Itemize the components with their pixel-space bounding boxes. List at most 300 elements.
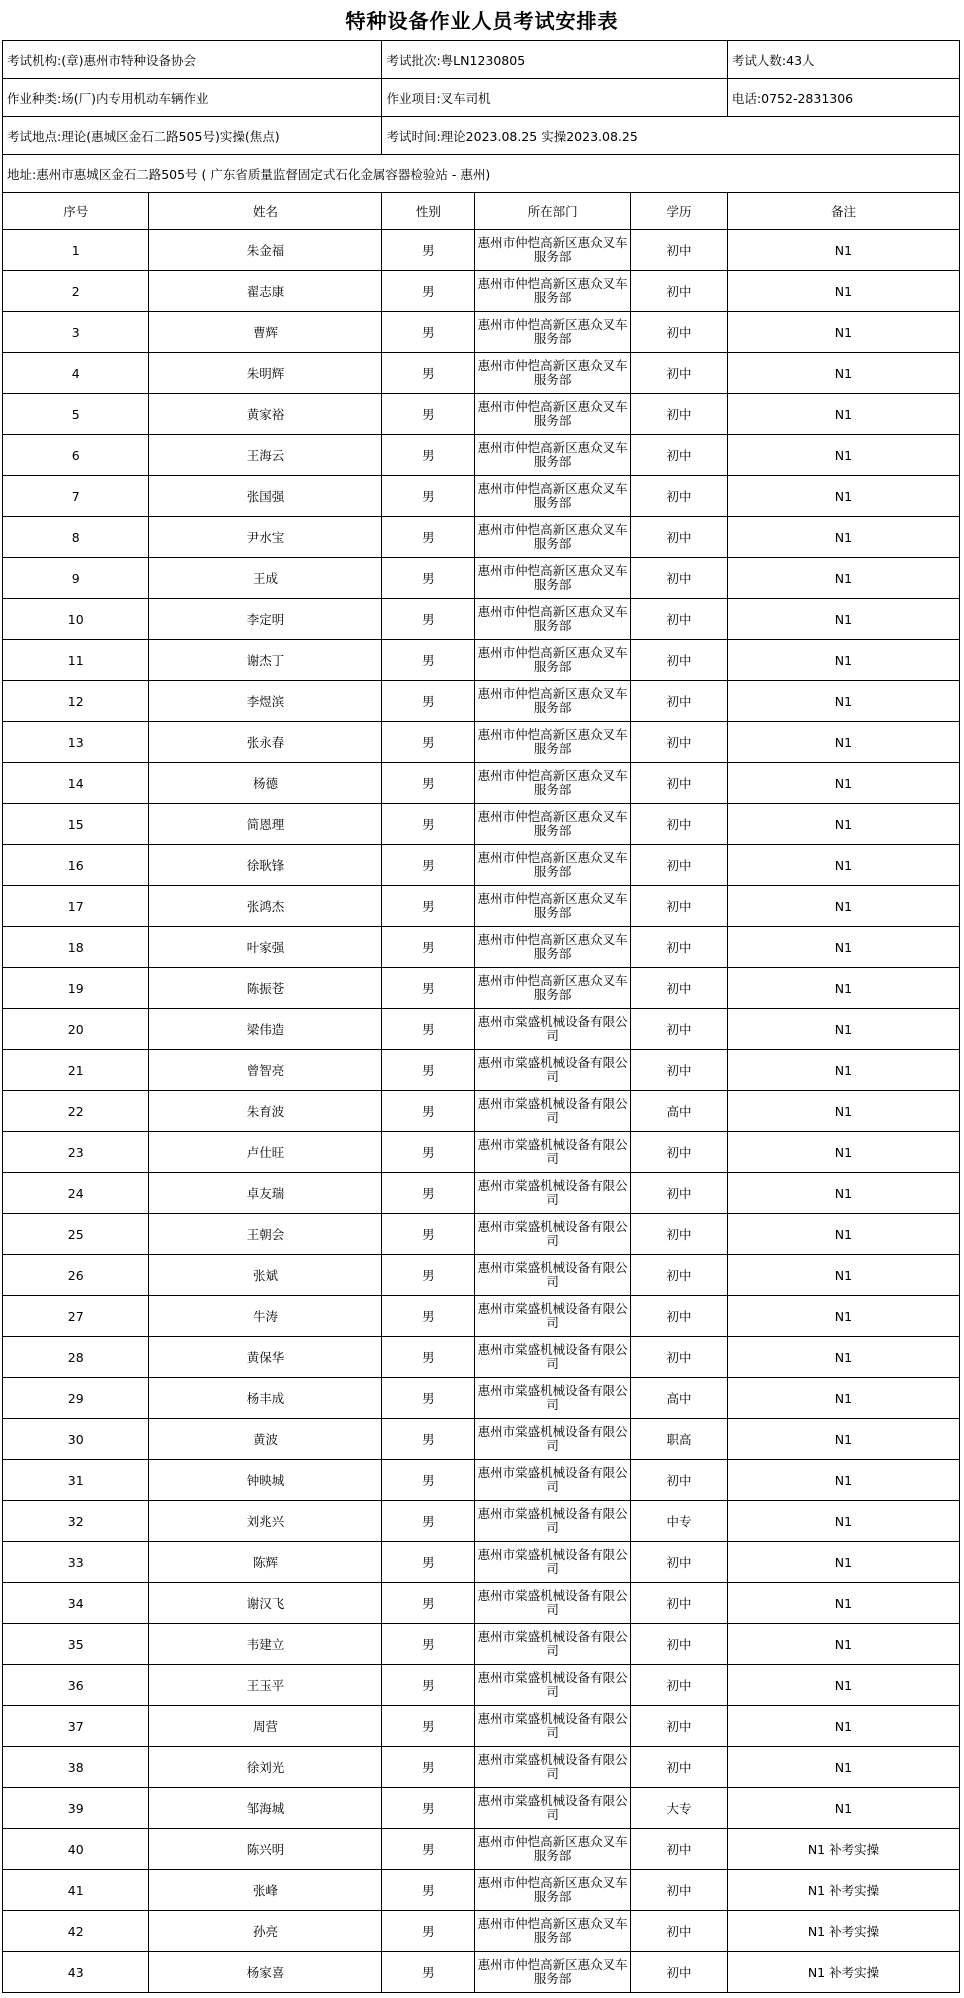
cell-department: 惠州市棠盛机械设备有限公司 bbox=[475, 1788, 631, 1829]
cell-index: 25 bbox=[3, 1214, 149, 1255]
cell-index: 38 bbox=[3, 1747, 149, 1788]
cell-department: 惠州市棠盛机械设备有限公司 bbox=[475, 1255, 631, 1296]
exam-org: 考试机构:(章)惠州市特种设备协会 bbox=[3, 41, 382, 79]
cell-department: 惠州市棠盛机械设备有限公司 bbox=[475, 1378, 631, 1419]
cell-education: 初中 bbox=[630, 1624, 727, 1665]
cell-index: 5 bbox=[3, 394, 149, 435]
table-row bbox=[3, 1624, 960, 1665]
table-row bbox=[3, 1788, 960, 1829]
cell-index: 11 bbox=[3, 640, 149, 681]
cell-index: 21 bbox=[3, 1050, 149, 1091]
cell-remarks: N1 bbox=[727, 394, 959, 435]
cell-name: 朱金福 bbox=[149, 230, 382, 271]
info-row-2 bbox=[3, 79, 960, 117]
cell-department: 惠州市仲恺高新区惠众叉车服务部 bbox=[475, 394, 631, 435]
cell-gender: 男 bbox=[382, 640, 475, 681]
cell-gender: 男 bbox=[382, 927, 475, 968]
cell-index: 28 bbox=[3, 1337, 149, 1378]
cell-department: 惠州市棠盛机械设备有限公司 bbox=[475, 1501, 631, 1542]
cell-remarks: N1 bbox=[727, 1788, 959, 1829]
cell-education: 初中 bbox=[630, 312, 727, 353]
cell-education: 初中 bbox=[630, 1255, 727, 1296]
table-row bbox=[3, 1911, 960, 1952]
cell-remarks: N1 bbox=[727, 599, 959, 640]
table-row bbox=[3, 886, 960, 927]
cell-department: 惠州市仲恺高新区惠众叉车服务部 bbox=[475, 476, 631, 517]
table-row bbox=[3, 1337, 960, 1378]
cell-department: 惠州市仲恺高新区惠众叉车服务部 bbox=[475, 435, 631, 476]
cell-name: 王海云 bbox=[149, 435, 382, 476]
work-project: 作业项目:叉车司机 bbox=[382, 79, 727, 117]
cell-department: 惠州市仲恺高新区惠众叉车服务部 bbox=[475, 804, 631, 845]
cell-education: 初中 bbox=[630, 845, 727, 886]
cell-remarks: N1 bbox=[727, 968, 959, 1009]
header-index: 序号 bbox=[3, 193, 149, 230]
cell-index: 8 bbox=[3, 517, 149, 558]
cell-name: 张永春 bbox=[149, 722, 382, 763]
cell-education: 初中 bbox=[630, 435, 727, 476]
cell-index: 34 bbox=[3, 1583, 149, 1624]
cell-remarks: N1 bbox=[727, 1419, 959, 1460]
cell-index: 20 bbox=[3, 1009, 149, 1050]
cell-education: 初中 bbox=[630, 1542, 727, 1583]
cell-gender: 男 bbox=[382, 558, 475, 599]
cell-education: 初中 bbox=[630, 599, 727, 640]
cell-remarks: N1 bbox=[727, 1214, 959, 1255]
cell-name: 王玉平 bbox=[149, 1665, 382, 1706]
cell-education: 初中 bbox=[630, 1952, 727, 1993]
table-row bbox=[3, 1542, 960, 1583]
cell-remarks: N1 补考实操 bbox=[727, 1829, 959, 1870]
cell-gender: 男 bbox=[382, 804, 475, 845]
cell-department: 惠州市仲恺高新区惠众叉车服务部 bbox=[475, 312, 631, 353]
cell-name: 孙亮 bbox=[149, 1911, 382, 1952]
cell-gender: 男 bbox=[382, 394, 475, 435]
cell-education: 初中 bbox=[630, 271, 727, 312]
header-education: 学历 bbox=[630, 193, 727, 230]
header-gender: 性别 bbox=[382, 193, 475, 230]
table-row bbox=[3, 968, 960, 1009]
cell-education: 初中 bbox=[630, 394, 727, 435]
cell-gender: 男 bbox=[382, 1870, 475, 1911]
cell-gender: 男 bbox=[382, 1624, 475, 1665]
cell-name: 杨家喜 bbox=[149, 1952, 382, 1993]
cell-education: 高中 bbox=[630, 1091, 727, 1132]
cell-department: 惠州市棠盛机械设备有限公司 bbox=[475, 1009, 631, 1050]
cell-department: 惠州市仲恺高新区惠众叉车服务部 bbox=[475, 1870, 631, 1911]
cell-gender: 男 bbox=[382, 1378, 475, 1419]
cell-education: 初中 bbox=[630, 476, 727, 517]
exam-schedule-table bbox=[2, 40, 960, 1993]
table-row bbox=[3, 1214, 960, 1255]
table-row bbox=[3, 312, 960, 353]
cell-department: 惠州市仲恺高新区惠众叉车服务部 bbox=[475, 271, 631, 312]
cell-index: 35 bbox=[3, 1624, 149, 1665]
cell-department: 惠州市棠盛机械设备有限公司 bbox=[475, 1419, 631, 1460]
cell-gender: 男 bbox=[382, 476, 475, 517]
cell-index: 19 bbox=[3, 968, 149, 1009]
cell-index: 12 bbox=[3, 681, 149, 722]
cell-remarks: N1 bbox=[727, 1296, 959, 1337]
header-name: 姓名 bbox=[149, 193, 382, 230]
cell-education: 初中 bbox=[630, 1829, 727, 1870]
cell-name: 李煜滨 bbox=[149, 681, 382, 722]
cell-gender: 男 bbox=[382, 968, 475, 1009]
cell-department: 惠州市仲恺高新区惠众叉车服务部 bbox=[475, 640, 631, 681]
cell-education: 初中 bbox=[630, 1214, 727, 1255]
header-remarks: 备注 bbox=[727, 193, 959, 230]
cell-name: 谢杰丁 bbox=[149, 640, 382, 681]
cell-gender: 男 bbox=[382, 1665, 475, 1706]
cell-department: 惠州市棠盛机械设备有限公司 bbox=[475, 1132, 631, 1173]
cell-index: 15 bbox=[3, 804, 149, 845]
cell-remarks: N1 bbox=[727, 353, 959, 394]
cell-index: 42 bbox=[3, 1911, 149, 1952]
cell-department: 惠州市仲恺高新区惠众叉车服务部 bbox=[475, 558, 631, 599]
cell-remarks: N1 bbox=[727, 1255, 959, 1296]
table-row bbox=[3, 599, 960, 640]
cell-name: 王朝会 bbox=[149, 1214, 382, 1255]
cell-gender: 男 bbox=[382, 517, 475, 558]
cell-remarks: N1 bbox=[727, 804, 959, 845]
cell-gender: 男 bbox=[382, 230, 475, 271]
cell-gender: 男 bbox=[382, 886, 475, 927]
cell-remarks: N1 bbox=[727, 435, 959, 476]
cell-education: 初中 bbox=[630, 1050, 727, 1091]
contact-phone: 电话:0752-2831306 bbox=[727, 79, 959, 117]
table-row bbox=[3, 271, 960, 312]
page-title: 特种设备作业人员考试安排表 bbox=[345, 9, 619, 33]
cell-name: 梁伟造 bbox=[149, 1009, 382, 1050]
cell-index: 37 bbox=[3, 1706, 149, 1747]
table-row bbox=[3, 1255, 960, 1296]
table-row bbox=[3, 1952, 960, 1993]
cell-remarks: N1 bbox=[727, 558, 959, 599]
cell-department: 惠州市仲恺高新区惠众叉车服务部 bbox=[475, 968, 631, 1009]
cell-remarks: N1 bbox=[727, 681, 959, 722]
table-row bbox=[3, 476, 960, 517]
cell-name: 韦建立 bbox=[149, 1624, 382, 1665]
cell-education: 初中 bbox=[630, 1173, 727, 1214]
cell-education: 职高 bbox=[630, 1419, 727, 1460]
cell-education: 初中 bbox=[630, 1747, 727, 1788]
cell-name: 黄家裕 bbox=[149, 394, 382, 435]
cell-gender: 男 bbox=[382, 1829, 475, 1870]
cell-education: 初中 bbox=[630, 517, 727, 558]
cell-gender: 男 bbox=[382, 599, 475, 640]
cell-gender: 男 bbox=[382, 681, 475, 722]
table-row bbox=[3, 353, 960, 394]
table-header-row bbox=[3, 193, 960, 230]
cell-department: 惠州市仲恺高新区惠众叉车服务部 bbox=[475, 845, 631, 886]
cell-department: 惠州市棠盛机械设备有限公司 bbox=[475, 1460, 631, 1501]
cell-remarks: N1 补考实操 bbox=[727, 1911, 959, 1952]
cell-remarks: N1 bbox=[727, 1624, 959, 1665]
cell-department: 惠州市棠盛机械设备有限公司 bbox=[475, 1214, 631, 1255]
table-row bbox=[3, 763, 960, 804]
cell-name: 陈辉 bbox=[149, 1542, 382, 1583]
cell-education: 初中 bbox=[630, 968, 727, 1009]
cell-remarks: N1 bbox=[727, 1378, 959, 1419]
cell-remarks: N1 bbox=[727, 763, 959, 804]
exam-location: 考试地点:理论(惠城区金石二路505号)实操(焦点) bbox=[3, 117, 382, 155]
table-row bbox=[3, 845, 960, 886]
cell-education: 中专 bbox=[630, 1501, 727, 1542]
cell-gender: 男 bbox=[382, 271, 475, 312]
cell-education: 初中 bbox=[630, 230, 727, 271]
cell-index: 33 bbox=[3, 1542, 149, 1583]
table-row bbox=[3, 1296, 960, 1337]
cell-remarks: N1 bbox=[727, 1583, 959, 1624]
table-row bbox=[3, 1747, 960, 1788]
table-row bbox=[3, 722, 960, 763]
table-row bbox=[3, 1173, 960, 1214]
cell-remarks: N1 bbox=[727, 1091, 959, 1132]
cell-name: 卓友瑞 bbox=[149, 1173, 382, 1214]
cell-remarks: N1 bbox=[727, 230, 959, 271]
cell-education: 初中 bbox=[630, 353, 727, 394]
cell-gender: 男 bbox=[382, 1911, 475, 1952]
cell-education: 初中 bbox=[630, 804, 727, 845]
cell-department: 惠州市棠盛机械设备有限公司 bbox=[475, 1296, 631, 1337]
cell-department: 惠州市仲恺高新区惠众叉车服务部 bbox=[475, 722, 631, 763]
cell-department: 惠州市仲恺高新区惠众叉车服务部 bbox=[475, 763, 631, 804]
cell-index: 23 bbox=[3, 1132, 149, 1173]
cell-name: 陈兴明 bbox=[149, 1829, 382, 1870]
exam-batch: 考试批次:粤LN1230805 bbox=[382, 41, 727, 79]
cell-name: 陈振苍 bbox=[149, 968, 382, 1009]
cell-name: 钟映城 bbox=[149, 1460, 382, 1501]
cell-name: 尹水宝 bbox=[149, 517, 382, 558]
cell-name: 李定明 bbox=[149, 599, 382, 640]
cell-index: 39 bbox=[3, 1788, 149, 1829]
cell-department: 惠州市仲恺高新区惠众叉车服务部 bbox=[475, 1952, 631, 1993]
cell-education: 初中 bbox=[630, 1911, 727, 1952]
cell-index: 14 bbox=[3, 763, 149, 804]
cell-gender: 男 bbox=[382, 845, 475, 886]
table-row bbox=[3, 558, 960, 599]
table-row bbox=[3, 927, 960, 968]
table-row bbox=[3, 394, 960, 435]
table-row bbox=[3, 1665, 960, 1706]
table-row bbox=[3, 435, 960, 476]
table-row bbox=[3, 1706, 960, 1747]
cell-education: 大专 bbox=[630, 1788, 727, 1829]
cell-education: 初中 bbox=[630, 927, 727, 968]
cell-name: 邹海城 bbox=[149, 1788, 382, 1829]
table-row bbox=[3, 1378, 960, 1419]
cell-remarks: N1 bbox=[727, 640, 959, 681]
table-row bbox=[3, 1091, 960, 1132]
cell-name: 杨德 bbox=[149, 763, 382, 804]
cell-index: 22 bbox=[3, 1091, 149, 1132]
cell-gender: 男 bbox=[382, 1501, 475, 1542]
info-row-3 bbox=[3, 117, 960, 155]
cell-index: 43 bbox=[3, 1952, 149, 1993]
cell-department: 惠州市仲恺高新区惠众叉车服务部 bbox=[475, 599, 631, 640]
cell-name: 卢仕旺 bbox=[149, 1132, 382, 1173]
table-row bbox=[3, 640, 960, 681]
cell-gender: 男 bbox=[382, 1542, 475, 1583]
cell-department: 惠州市仲恺高新区惠众叉车服务部 bbox=[475, 353, 631, 394]
cell-education: 初中 bbox=[630, 1706, 727, 1747]
cell-name: 曾智亮 bbox=[149, 1050, 382, 1091]
cell-remarks: N1 bbox=[727, 1132, 959, 1173]
cell-remarks: N1 bbox=[727, 1337, 959, 1378]
table-row bbox=[3, 1050, 960, 1091]
cell-department: 惠州市棠盛机械设备有限公司 bbox=[475, 1583, 631, 1624]
table-row bbox=[3, 517, 960, 558]
cell-department: 惠州市棠盛机械设备有限公司 bbox=[475, 1747, 631, 1788]
cell-name: 曹辉 bbox=[149, 312, 382, 353]
cell-name: 周营 bbox=[149, 1706, 382, 1747]
cell-department: 惠州市棠盛机械设备有限公司 bbox=[475, 1665, 631, 1706]
exam-address: 地址:惠州市惠城区金石二路505号 ( 广东省质量监督固定式石化金属容器检验站 - 惠州) bbox=[3, 155, 960, 193]
cell-gender: 男 bbox=[382, 1091, 475, 1132]
cell-name: 叶家强 bbox=[149, 927, 382, 968]
cell-remarks: N1 bbox=[727, 1050, 959, 1091]
cell-gender: 男 bbox=[382, 1132, 475, 1173]
cell-index: 41 bbox=[3, 1870, 149, 1911]
cell-name: 朱明辉 bbox=[149, 353, 382, 394]
cell-gender: 男 bbox=[382, 1952, 475, 1993]
cell-education: 初中 bbox=[630, 722, 727, 763]
cell-department: 惠州市棠盛机械设备有限公司 bbox=[475, 1337, 631, 1378]
cell-gender: 男 bbox=[382, 1296, 475, 1337]
cell-department: 惠州市仲恺高新区惠众叉车服务部 bbox=[475, 1911, 631, 1952]
cell-index: 9 bbox=[3, 558, 149, 599]
cell-education: 初中 bbox=[630, 640, 727, 681]
cell-remarks: N1 bbox=[727, 722, 959, 763]
table-row bbox=[3, 1009, 960, 1050]
cell-name: 张峰 bbox=[149, 1870, 382, 1911]
cell-gender: 男 bbox=[382, 1214, 475, 1255]
cell-remarks: N1 bbox=[727, 1009, 959, 1050]
cell-index: 18 bbox=[3, 927, 149, 968]
cell-index: 40 bbox=[3, 1829, 149, 1870]
cell-education: 初中 bbox=[630, 1009, 727, 1050]
cell-index: 32 bbox=[3, 1501, 149, 1542]
cell-gender: 男 bbox=[382, 1747, 475, 1788]
cell-index: 26 bbox=[3, 1255, 149, 1296]
cell-index: 16 bbox=[3, 845, 149, 886]
cell-education: 初中 bbox=[630, 1337, 727, 1378]
cell-remarks: N1 补考实操 bbox=[727, 1870, 959, 1911]
cell-department: 惠州市棠盛机械设备有限公司 bbox=[475, 1173, 631, 1214]
cell-education: 初中 bbox=[630, 1583, 727, 1624]
cell-index: 36 bbox=[3, 1665, 149, 1706]
cell-department: 惠州市仲恺高新区惠众叉车服务部 bbox=[475, 230, 631, 271]
cell-gender: 男 bbox=[382, 1337, 475, 1378]
info-row-4 bbox=[3, 155, 960, 193]
cell-department: 惠州市棠盛机械设备有限公司 bbox=[475, 1706, 631, 1747]
info-row-1 bbox=[3, 41, 960, 79]
table-row bbox=[3, 1501, 960, 1542]
cell-name: 徐刘光 bbox=[149, 1747, 382, 1788]
cell-remarks: N1 bbox=[727, 271, 959, 312]
cell-gender: 男 bbox=[382, 1706, 475, 1747]
cell-education: 初中 bbox=[630, 886, 727, 927]
cell-education: 初中 bbox=[630, 681, 727, 722]
cell-index: 17 bbox=[3, 886, 149, 927]
cell-index: 2 bbox=[3, 271, 149, 312]
cell-education: 初中 bbox=[630, 763, 727, 804]
cell-index: 30 bbox=[3, 1419, 149, 1460]
cell-remarks: N1 bbox=[727, 1706, 959, 1747]
table-body bbox=[3, 41, 960, 1993]
cell-index: 13 bbox=[3, 722, 149, 763]
cell-index: 29 bbox=[3, 1378, 149, 1419]
cell-remarks: N1 bbox=[727, 1460, 959, 1501]
cell-gender: 男 bbox=[382, 312, 475, 353]
cell-education: 初中 bbox=[630, 1665, 727, 1706]
cell-index: 31 bbox=[3, 1460, 149, 1501]
table-row bbox=[3, 1583, 960, 1624]
cell-name: 黄保华 bbox=[149, 1337, 382, 1378]
cell-index: 27 bbox=[3, 1296, 149, 1337]
table-row bbox=[3, 1870, 960, 1911]
cell-remarks: N1 bbox=[727, 1542, 959, 1583]
table-row bbox=[3, 1419, 960, 1460]
cell-remarks: N1 bbox=[727, 1501, 959, 1542]
cell-education: 初中 bbox=[630, 1132, 727, 1173]
cell-gender: 男 bbox=[382, 1050, 475, 1091]
cell-name: 张国强 bbox=[149, 476, 382, 517]
cell-name: 张鸿杰 bbox=[149, 886, 382, 927]
cell-name: 简恩理 bbox=[149, 804, 382, 845]
cell-remarks: N1 补考实操 bbox=[727, 1952, 959, 1993]
cell-name: 朱育波 bbox=[149, 1091, 382, 1132]
cell-index: 1 bbox=[3, 230, 149, 271]
table-row bbox=[3, 230, 960, 271]
table-row bbox=[3, 681, 960, 722]
cell-department: 惠州市棠盛机械设备有限公司 bbox=[475, 1624, 631, 1665]
exam-time: 考试时间:理论2023.08.25 实操2023.08.25 bbox=[382, 117, 960, 155]
cell-department: 惠州市仲恺高新区惠众叉车服务部 bbox=[475, 927, 631, 968]
cell-gender: 男 bbox=[382, 1583, 475, 1624]
cell-name: 刘兆兴 bbox=[149, 1501, 382, 1542]
cell-gender: 男 bbox=[382, 435, 475, 476]
cell-department: 惠州市仲恺高新区惠众叉车服务部 bbox=[475, 886, 631, 927]
exam-count: 考试人数:43人 bbox=[727, 41, 959, 79]
cell-gender: 男 bbox=[382, 1255, 475, 1296]
cell-name: 张斌 bbox=[149, 1255, 382, 1296]
cell-name: 谢汉飞 bbox=[149, 1583, 382, 1624]
header-department: 所在部门 bbox=[475, 193, 631, 230]
cell-remarks: N1 bbox=[727, 1173, 959, 1214]
cell-remarks: N1 bbox=[727, 476, 959, 517]
cell-name: 王成 bbox=[149, 558, 382, 599]
cell-index: 4 bbox=[3, 353, 149, 394]
cell-index: 7 bbox=[3, 476, 149, 517]
cell-education: 初中 bbox=[630, 1460, 727, 1501]
cell-department: 惠州市仲恺高新区惠众叉车服务部 bbox=[475, 1829, 631, 1870]
cell-name: 翟志康 bbox=[149, 271, 382, 312]
cell-name: 徐耿锋 bbox=[149, 845, 382, 886]
cell-remarks: N1 bbox=[727, 517, 959, 558]
cell-department: 惠州市仲恺高新区惠众叉车服务部 bbox=[475, 517, 631, 558]
work-category: 作业种类:场(厂)内专用机动车辆作业 bbox=[3, 79, 382, 117]
cell-remarks: N1 bbox=[727, 312, 959, 353]
cell-department: 惠州市棠盛机械设备有限公司 bbox=[475, 1091, 631, 1132]
cell-education: 高中 bbox=[630, 1378, 727, 1419]
table-row bbox=[3, 1132, 960, 1173]
cell-gender: 男 bbox=[382, 1460, 475, 1501]
cell-name: 黄波 bbox=[149, 1419, 382, 1460]
cell-gender: 男 bbox=[382, 353, 475, 394]
cell-gender: 男 bbox=[382, 1009, 475, 1050]
table-row bbox=[3, 1829, 960, 1870]
